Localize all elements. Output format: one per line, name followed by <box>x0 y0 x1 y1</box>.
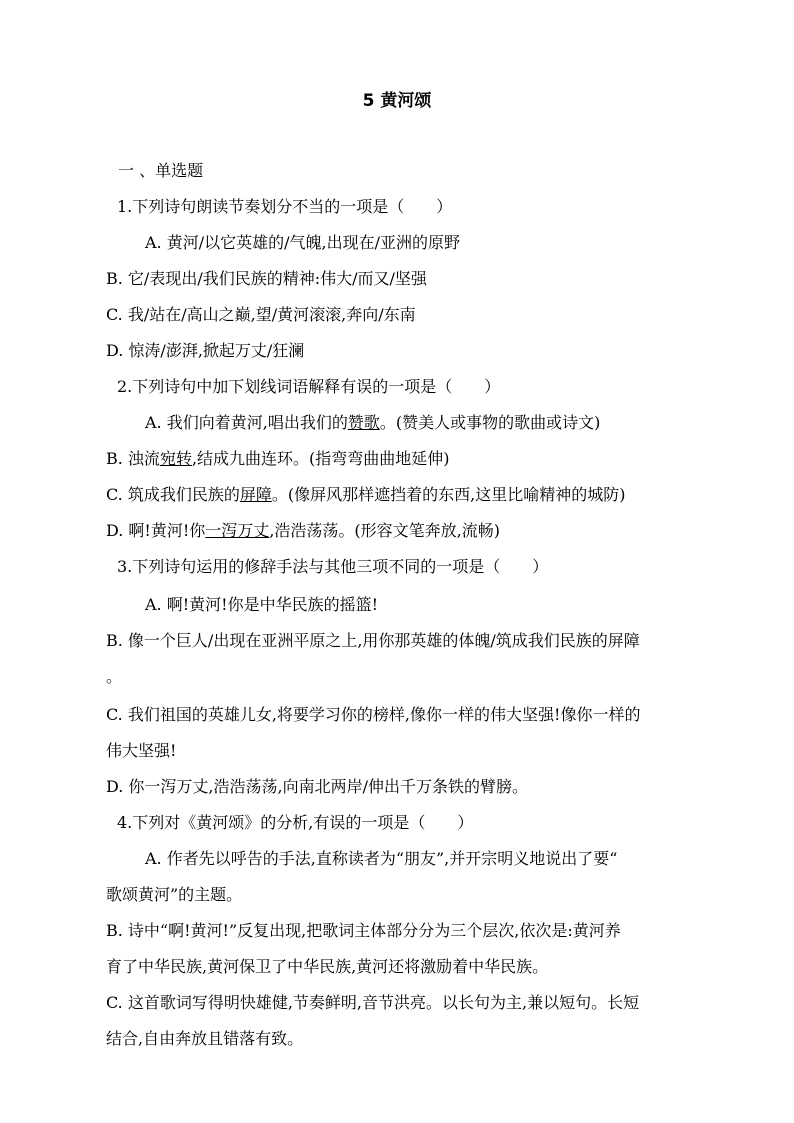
underlined-word: 赞歌 <box>347 413 380 432</box>
question-3-option-b: B. 像一个巨人/出现在亚洲平原之上,用你那英雄的体魄/筑成我们民族的屏障 <box>106 631 640 650</box>
question-4-stem: 4.下列对《黄河颂》的分析,有误的一项是（ ） <box>117 813 474 832</box>
question-1-option-b: B. 它/表现出/我们民族的精神:伟大/而又/坚强 <box>106 269 427 288</box>
question-4-option-a-cont: 歌颂黄河”的主题。 <box>106 885 243 904</box>
option-text: B. 浊流 <box>106 449 160 468</box>
question-3-option-b-cont: 。 <box>106 667 123 686</box>
option-text: C. 筑成我们民族的 <box>106 485 240 504</box>
question-1-stem: 1.下列诗句朗读节奏划分不当的一项是（ ） <box>117 197 453 216</box>
question-3-stem: 3.下列诗句运用的修辞手法与其他三项不同的一项是（ ） <box>117 557 549 576</box>
question-4-option-a: A. 作者先以呼告的手法,直称读者为“朋友”,并开宗明义地说出了要“ <box>145 849 618 868</box>
question-2-option-b <box>106 449 450 469</box>
option-text: ,结成九曲连环。(指弯弯曲曲地延伸) <box>191 449 450 468</box>
underlined-word: 宛转 <box>159 449 192 468</box>
question-2-option-a <box>145 413 600 433</box>
question-1-option-a: A. 黄河/以它英雄的/气魄,出现在/亚洲的原野 <box>145 233 460 252</box>
question-2-stem: 2.下列诗句中加下划线词语解释有误的一项是（ ） <box>117 377 501 396</box>
question-3-option-c: C. 我们祖国的英雄儿女,将要学习你的榜样,像你一样的伟大坚强!像你一样的 <box>106 705 641 724</box>
underlined-word: 一泻万丈 <box>205 521 270 540</box>
option-text: D. 啊!黄河!你 <box>106 521 206 540</box>
question-1-option-d: D. 惊涛/澎湃,掀起万丈/狂澜 <box>106 341 305 360</box>
question-4-option-c: C. 这首歌词写得明快雄健,节奏鲜明,音节洪亮。以长句为主,兼以短句。长短 <box>106 993 640 1012</box>
question-2-option-c <box>106 485 625 505</box>
question-4-option-b: B. 诗中“啊!黄河!”反复出现,把歌词主体部分分为三个层次,依次是:黄河养 <box>106 921 621 940</box>
question-2-option-d <box>106 521 500 541</box>
option-text: ,浩浩荡荡。(形容文笔奔放,流畅) <box>269 521 500 540</box>
question-3-option-a: A. 啊!黄河!你是中华民族的摇篮! <box>145 595 379 614</box>
option-text: 。(像屏风那样遮挡着的东西,这里比喻精神的城防) <box>271 485 626 504</box>
page-title: 5 黄河颂 <box>362 91 432 111</box>
option-text: A. 我们向着黄河,唱出我们的 <box>145 413 348 432</box>
question-1-option-c: C. 我/站在/高山之巅,望/黄河滚滚,奔向/东南 <box>106 305 416 324</box>
question-4-option-c-cont: 结合,自由奔放且错落有致。 <box>106 1029 304 1048</box>
underlined-word: 屏障 <box>239 485 272 504</box>
section-heading: 一 、单选题 <box>118 161 204 180</box>
question-3-option-c-cont: 伟大坚强! <box>106 741 177 760</box>
option-text: 。(赞美人或事物的歌曲或诗文) <box>379 413 601 432</box>
question-3-option-d: D. 你一泻万丈,浩浩荡荡,向南北两岸/伸出千万条铁的臂膀。 <box>106 777 528 796</box>
question-4-option-b-cont: 育了中华民族,黄河保卫了中华民族,黄河还将激励着中华民族。 <box>106 957 549 976</box>
